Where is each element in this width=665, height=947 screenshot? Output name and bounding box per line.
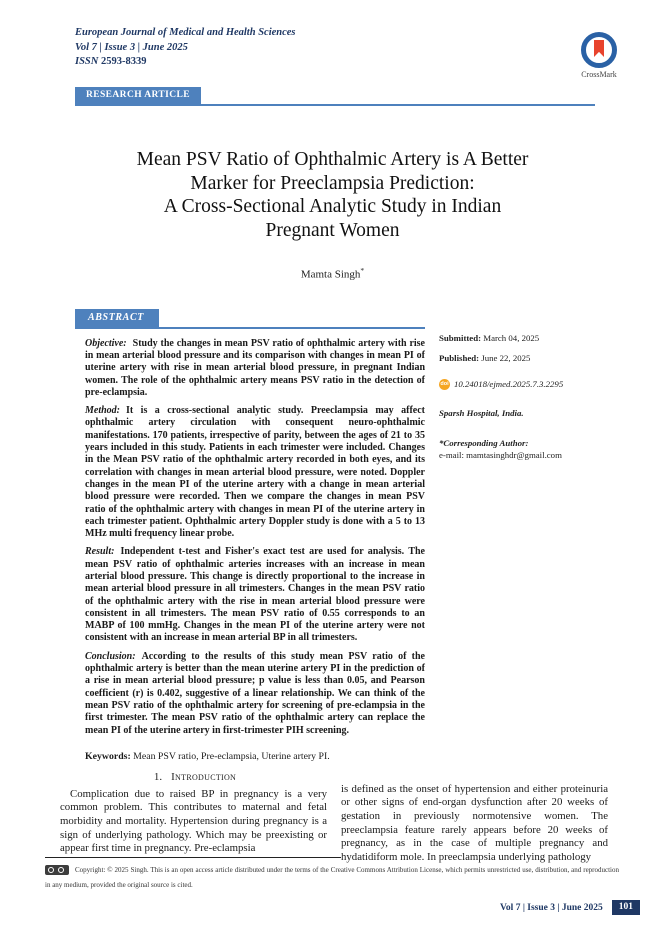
introduction-columns xyxy=(60,783,608,865)
crossmark-bookmark-icon xyxy=(594,40,604,57)
article-title xyxy=(0,148,665,242)
journal-volume-line: Vol 7 | Issue 3 | June 2025 xyxy=(75,41,188,53)
affiliation: Sparsh Hospital, India. xyxy=(439,407,524,418)
doi-icon[interactable]: doi xyxy=(439,379,450,390)
page-number-badge: 101 xyxy=(612,900,640,915)
conclusion-label: Conclusion: xyxy=(85,650,136,662)
published-label: Published: xyxy=(439,352,480,363)
abstract-result xyxy=(75,546,425,644)
author-asterisk: * xyxy=(360,266,365,275)
objective-text: Study the changes in mean PSV ratio of ophthalmic artery with rise in mean arterial blood pressure and its comparison with changes in mean PI of uterine artery with rise in mean arterial blood pressure, in pregnant Indian women. The role of the ophthalmic artery means PSV ratio in the detection of pre-eclampsia. xyxy=(85,337,425,398)
author-name: Mamta Singh xyxy=(300,268,361,281)
keywords-text: Mean PSV ratio, Pre-eclampsia, Uterine artery PI. xyxy=(133,750,330,762)
conclusion-text: According to the results of this study mean PSV ratio of the ophthalmic artery is better than the mean uterine artery PI in the prediction of a rise in mean arterial blood pressure; p value is less than 0.05, and Pearson coefficient (r) is 0.402, suggestive of a linear relationship. We can think of the mean PSV ratio of the ophthalmic artery for screening of pre-eclampsia in the first trimester. The mean PSV ratio of the ophthalmic artery can replace the mean PI of the uterine artery in first-trimester PIH screening. xyxy=(85,650,425,736)
article-type-badge: RESEARCH ARTICLE xyxy=(75,87,201,104)
author-line xyxy=(0,266,665,281)
abstract-method xyxy=(75,405,425,540)
crossmark-label: CrossMark xyxy=(581,70,617,79)
objective-label: Objective: xyxy=(85,337,127,349)
issn-number: 2593-8339 xyxy=(100,56,147,67)
section-number: 1. xyxy=(153,770,163,783)
submitted-label: Submitted: xyxy=(439,332,482,343)
intro-column-right xyxy=(341,783,608,865)
footer-volume-line: Vol 7 | Issue 3 | June 2025 xyxy=(499,902,603,913)
crossmark-icon xyxy=(581,32,617,68)
title-line: Pregnant Women xyxy=(265,219,400,241)
title-line: Marker for Preeclampsia Prediction: xyxy=(190,172,475,194)
submitted-date: March 04, 2025 xyxy=(483,332,540,343)
result-label: Result: xyxy=(85,546,115,558)
doi-link[interactable]: 10.24018/ejmed.2025.7.3.2295 xyxy=(454,379,564,390)
result-text: Independent t-test and Fisher's exact test are used for analysis. The mean PSV ratio of ophthalmic arteries increases with an increase in mean arterial blood pressure. This change is directly proportional to the increase in mean arterial blood pressure in all trimesters. Changes in the mean PSV ratio of the ophthalmic artery with the rise in mean arterial blood pressure were consistent in all trimesters. The mean PSV ratio of 0.55 corresponds to an MABP of 100 mmHg. Changes in the mean PI of the uterine artery were not consistent with an increase in mean arterial BP in all trimesters. xyxy=(85,546,425,644)
issn-label: ISSN xyxy=(75,56,99,67)
abstract-heading: ABSTRACT xyxy=(75,309,159,327)
abstract-heading-rule xyxy=(75,309,425,329)
copyright-note xyxy=(45,863,619,893)
published-date: June 22, 2025 xyxy=(481,352,531,363)
footer-volume-row xyxy=(500,900,640,915)
corresponding-email[interactable]: e-mail: mamtasinghdr@gmail.com xyxy=(439,449,562,460)
keywords-label: Keywords: xyxy=(85,750,131,762)
intro-paragraph-right: is defined as the onset of hypertension and either proteinuria or other signs of end-organ dysfunction after 20 weeks of gestation in previously normotensive women. The preeclampsia feature rarely appears before 20 weeks of pregnancy, as in the case of multiple pregnancy and hydatidiform mole. In preeclampsia underlying pathology xyxy=(341,782,608,864)
published-row xyxy=(439,353,617,363)
page-header xyxy=(0,0,665,79)
journal-issn-line xyxy=(75,55,296,70)
intro-column-left xyxy=(60,788,327,865)
method-text: It is a cross-sectional analytic study. Preeclampsia may affect ophthalmic artery circulation with consequent neuro-ophthalmic manifestations. 170 patients, irrespective of parity, between the ages of 21 to 35 years included in this study. Patients in each trimester were included. Changes in the Mean PSV ratio of the ophthalmic artery recorded in both eyes, and its correlation with changes in mean arterial blood pressure, were noted. Doppler changes in the mean PI of the uterine artery with a change in mean arterial blood pressure were recorded. Then we compare the changes in mean PSV ratio of the ophthalmic artery with changes in mean PI of the uterine artery in each trimester patient. Ophthalmic artery Doppler study is done with a 5 to 13 MHz multi frequency linear probe. xyxy=(85,405,425,540)
doi-row xyxy=(439,379,617,390)
title-line: Mean PSV Ratio of Ophthalmic Artery is A Better xyxy=(136,149,529,170)
submitted-row xyxy=(439,333,617,343)
cc-by-license-icon[interactable] xyxy=(45,865,69,875)
keywords-line xyxy=(75,751,425,762)
corresponding-author-label: *Corresponding Author: xyxy=(439,437,529,448)
article-type-rule xyxy=(75,87,595,106)
footnote-divider xyxy=(45,857,341,858)
abstract-objective xyxy=(75,338,425,399)
journal-info xyxy=(75,26,296,70)
abstract-conclusion xyxy=(75,651,425,737)
title-line: A Cross-Sectional Analytic Study in Indian xyxy=(163,196,502,217)
abstract-column xyxy=(75,309,425,761)
copyright-text: Copyright: © 2025 Singh. This is an open access article distributed under the terms of the Creative Commons Attribution License, which permits unrestricted use, distribution, and reproduction in any medium, provided the original source is cited. xyxy=(45,866,619,889)
intro-paragraph-left: Complication due to raised BP in pregnancy is a very common problem. This contributes to maternal and fetal morbidity and mortality. Hypertension during pregnancy is a sign of underlying pathology. Which may be preexisting or appear first time in pregnancy. Pre-eclampsia xyxy=(60,787,327,855)
method-label: Method: xyxy=(85,405,120,417)
introduction-heading xyxy=(60,771,330,783)
article-meta-sidebar xyxy=(439,309,617,761)
journal-name: European Journal of Medical and Health Sciences xyxy=(75,27,296,38)
crossmark-logo[interactable] xyxy=(581,32,617,79)
section-title: Introduction xyxy=(171,770,237,783)
abstract-section xyxy=(75,309,665,761)
